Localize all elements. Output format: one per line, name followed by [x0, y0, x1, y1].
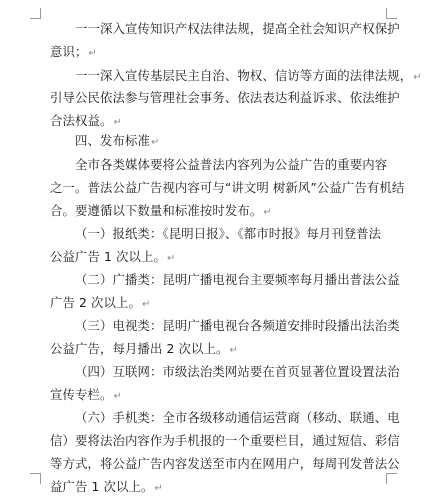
text-line: 合。要遵循以下数量和标准按时发布。↵ — [50, 203, 272, 218]
paragraph-mark: ↵ — [113, 117, 122, 128]
text-line: 合法权益。↵ — [50, 113, 122, 128]
text-line: （三）电视类：昆明广播电视台各频道安排时段播出法治类 — [75, 318, 400, 333]
paragraph-mark: ↵ — [413, 72, 422, 83]
text-line: （四）互联网：市级法治类网站要在首页显著位置设置法治 — [75, 364, 400, 379]
text-line: 宣传专栏。↵ — [50, 387, 122, 402]
text-line: 公益广告 1 次以上。↵ — [50, 249, 176, 264]
text-line: 等方式，将公益广告内容发送至市内在网用户，每周刊发普法公 — [50, 456, 400, 471]
paragraph-mark: ↵ — [88, 48, 97, 59]
paragraph-mark: ↵ — [113, 391, 122, 402]
text-line: 公益广告，每月播出 2 次以上。↵ — [50, 341, 238, 356]
paragraph-mark: ↵ — [142, 299, 151, 310]
paragraph-mark: ↵ — [229, 345, 238, 356]
text-line: 广告 2 次以上。↵ — [50, 295, 151, 310]
paragraph-mark: ↵ — [150, 137, 160, 148]
text-line: 引导公民依法参与管理社会事务、依法表达利益诉求、依法维护 — [50, 90, 400, 105]
text-line: 益广告 1 次以上。↵ — [50, 479, 163, 494]
crop-mark-top-left — [30, 8, 41, 19]
text-line: （二）广播类：昆明广播电视台主要频率每月播出普法公益 — [75, 272, 400, 287]
text-line: 之一。普法公益广告视内容可与“讲文明 树新风”公益广告有机结 — [50, 180, 405, 195]
crop-mark-top-right — [386, 8, 397, 19]
paragraph-mark: ↵ — [263, 207, 272, 218]
text-line: 意识；↵ — [50, 44, 97, 59]
text-line: （一）报纸类：《昆明日报》、《都市时报》每月刊登普法 — [75, 226, 382, 241]
section-heading: 四、发布标准↵ — [75, 133, 160, 148]
crop-mark-bottom-left — [30, 473, 41, 484]
text-line: （六）手机类：全市各级移动通信运营商（移动、联通、电 — [75, 410, 400, 425]
paragraph-mark: ↵ — [154, 483, 163, 494]
text-line: 全市各类媒体要将公益普法内容列为公益广告的重要内容 — [75, 157, 388, 172]
text-line: 一一深入宣传知识产权法律法规，提高全社会知识产权保护 — [75, 21, 400, 36]
text-line: 一一深入宣传基层民主自治、物权、信访等方面的法律法规，↵ — [75, 68, 422, 83]
text-line: 信）要将法治内容作为手机报的一个重要栏目，通过短信、彩信 — [50, 433, 400, 448]
crop-mark-bottom-right — [386, 473, 397, 484]
paragraph-mark: ↵ — [167, 253, 176, 264]
